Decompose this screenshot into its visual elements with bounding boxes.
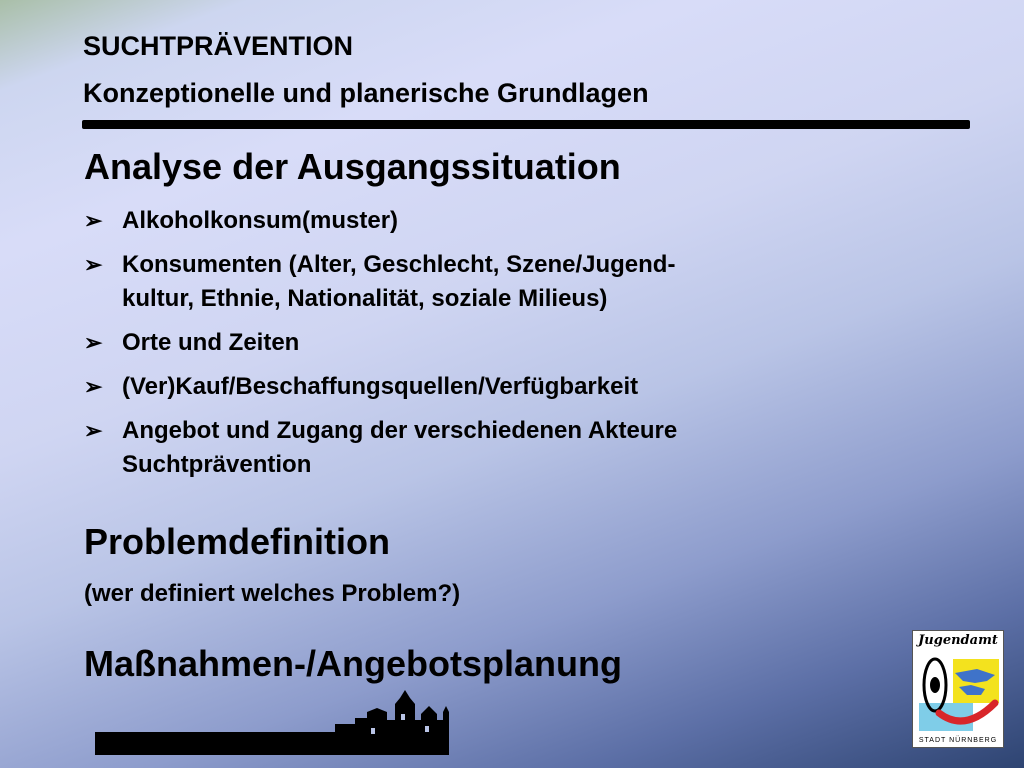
list-item <box>84 326 864 360</box>
planning-heading: Maßnahmen-/Angebotsplanung <box>84 643 622 684</box>
arrow-bullet-icon: ➢ <box>84 330 103 355</box>
bullet-text-continued: kultur, Ethnie, Nationalität, soziale Milieus) <box>122 285 608 312</box>
bullet-text: Alkoholkonsum(muster) <box>122 207 399 234</box>
arrow-bullet-icon: ➢ <box>84 418 103 443</box>
logo-caption: STADT NÜRNBERG <box>918 737 998 744</box>
list-item <box>84 204 864 238</box>
bullet-text: Orte und Zeiten <box>122 329 300 356</box>
arrow-bullet-icon: ➢ <box>84 252 103 277</box>
logo-title: Jugendamt <box>918 633 998 648</box>
list-item <box>84 370 864 404</box>
slide-subtitle: Konzeptionelle und planerische Grundlagen <box>83 78 649 108</box>
problem-note: (wer definiert welches Problem?) <box>84 580 461 607</box>
slide-title: SUCHTPRÄVENTION <box>83 31 354 61</box>
bullet-text: Konsumenten (Alter, Geschlecht, Szene/Jugend- <box>122 251 676 278</box>
bullet-text-continued: Suchtprävention <box>122 451 312 478</box>
analysis-bullet-list <box>84 204 864 492</box>
analysis-heading: Analyse der Ausgangssituation <box>84 146 621 187</box>
city-skyline-icon <box>95 690 450 755</box>
list-item <box>84 248 864 316</box>
arrow-bullet-icon: ➢ <box>84 374 103 399</box>
list-item <box>84 414 864 482</box>
arrow-bullet-icon: ➢ <box>84 208 103 233</box>
bullet-text: Angebot und Zugang der verschiedenen Akteure <box>122 417 678 444</box>
bullet-text: (Ver)Kauf/Beschaffungsquellen/Verfügbarkeit <box>122 373 639 400</box>
title-divider <box>82 120 970 129</box>
jugendamt-logo-icon <box>915 651 1001 737</box>
jugendamt-logo <box>912 630 1004 748</box>
problem-heading: Problemdefinition <box>84 521 390 562</box>
